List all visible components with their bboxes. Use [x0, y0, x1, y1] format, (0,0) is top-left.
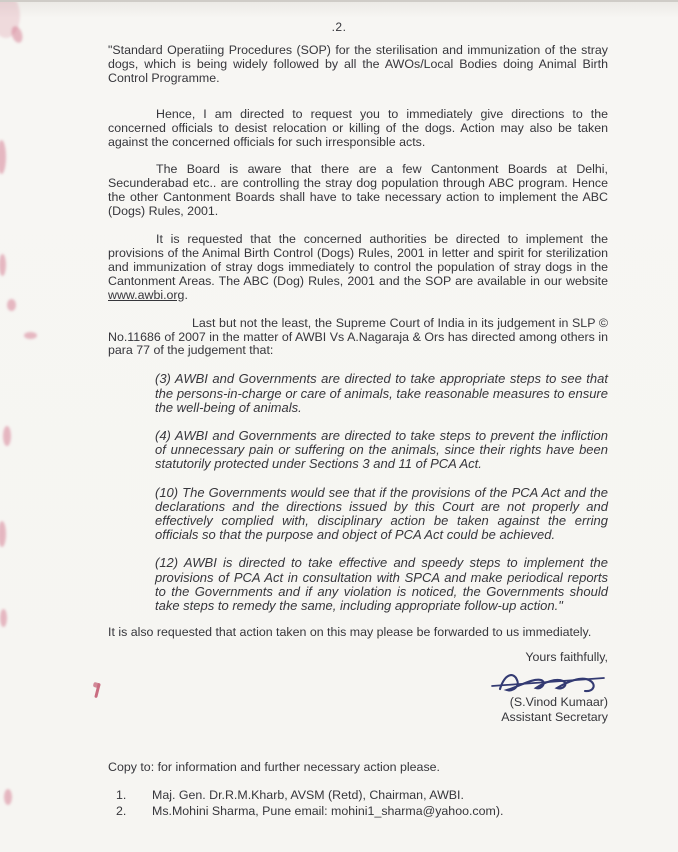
scan-stain: [0, 609, 7, 627]
copy-to-item: [108, 788, 608, 804]
copy-item-number: 2.: [116, 803, 127, 818]
scan-stain: [4, 789, 12, 805]
letter-body: [108, 44, 608, 820]
page-number: .2.: [331, 20, 347, 34]
signature-scribble: [490, 667, 608, 697]
scan-stain: [0, 521, 6, 547]
signatory-name: (S.Vinod Kumaar): [509, 695, 608, 710]
judgement-quote-4: (4) AWBI and Governments are directed to take steps to prevent the infliction of unnecessary pain or suffering on the animals, since their rights have been statutorily protected under Sections 3 and 11 of PCA Act.: [155, 427, 608, 472]
copy-item-text: Ms.Mohini Sharma, Pune email: mohini1_sharma@yahoo.com).: [152, 803, 504, 818]
scan-stain: [3, 426, 11, 446]
judgement-quote-12: (12) AWBI is directed to take effective and speedy steps to implement the provisions of PCA Act in consultation with SPCA and make periodical reports to the Governments and if any violation is noticed, the Governments should take steps to remedy the same, including appropriate follow-up action.": [155, 555, 608, 613]
copy-to-item: [108, 804, 608, 820]
paragraph-sop: "Standard Operatiing Procedures (SOP) for the sterilisation and immunization of the stray dogs, which is being widely followed by all the AWOs/Local Bodies doing Animal Birth Control Programme.: [108, 43, 608, 85]
copy-to-list: [108, 788, 608, 820]
judgement-quote-10: (10) The Governments would see that if the provisions of the PCA Act and the declarations and the directions issued by this Court are not properly and effectively complied with, disciplinary action be taken against the erring officials so that the purpose and object of PCA Act could be achieved.: [155, 484, 608, 543]
scan-stain: [24, 332, 37, 339]
copy-item-number: 1.: [116, 787, 127, 802]
paragraph-text: .: [184, 287, 188, 302]
signatory-title: Assistant Secretary: [501, 710, 608, 725]
scan-stain: [0, 140, 6, 174]
paragraph-supreme-court: Last but not the least, the Supreme Court of India in its judgement in SLP © No.11686 of 2007 in the matter of AWBI Vs A.Nagaraja & Ors has directed among others in para 77 of the judgement that:: [108, 315, 608, 358]
closing-request: It is also requested that action taken on this may please be forwarded to us immediately.: [108, 625, 592, 640]
valediction: Yours faithfully,: [525, 650, 608, 665]
pen-mark: [94, 683, 101, 698]
copy-to-heading: Copy to: for information and further necessary action please.: [108, 760, 440, 775]
awbi-website-link[interactable]: www.awbi.org: [108, 287, 185, 302]
scan-stain: [0, 254, 6, 276]
paragraph-text: It is requested that the concerned authorities be directed to implement the provisions of the Animal Birth Control (Dogs) Rules, 2001 in letter and spirit for sterilization and immunization of stray dogs immediately to control the population of stray dogs in the Cantonment Areas. The ABC (Dog) Rules, 2001 and the SOP are available in our website: [108, 232, 608, 288]
scan-stain: [7, 299, 16, 311]
paragraph-cantonment-boards: The Board is aware that there are a few Cantonment Boards at Delhi, Secunderabad etc.. are controlling the stray dog population through ABC program. Hence the other Cantonment Boards shall have to take necessary action to implement the ABC (Dogs) Rules, 2001.: [108, 162, 608, 219]
signature-block: [108, 650, 608, 725]
copy-item-text: Maj. Gen. Dr.R.M.Kharb, AVSM (Retd), Chairman, AWBI.: [152, 787, 464, 802]
judgement-quote-3: (3) AWBI and Governments are directed to take appropriate steps to see that the persons-in-charge or care of animals, take reasonable measures to ensure the well-being of animals.: [155, 371, 608, 415]
paragraph-directions-request: Hence, I am directed to request you to immediately give directions to the concerned officials to desist relocation or killing of the dogs. Action may also be taken against the concerned officials for such irresponsible acts.: [108, 106, 608, 149]
paragraph-abc-rules: [108, 233, 608, 303]
